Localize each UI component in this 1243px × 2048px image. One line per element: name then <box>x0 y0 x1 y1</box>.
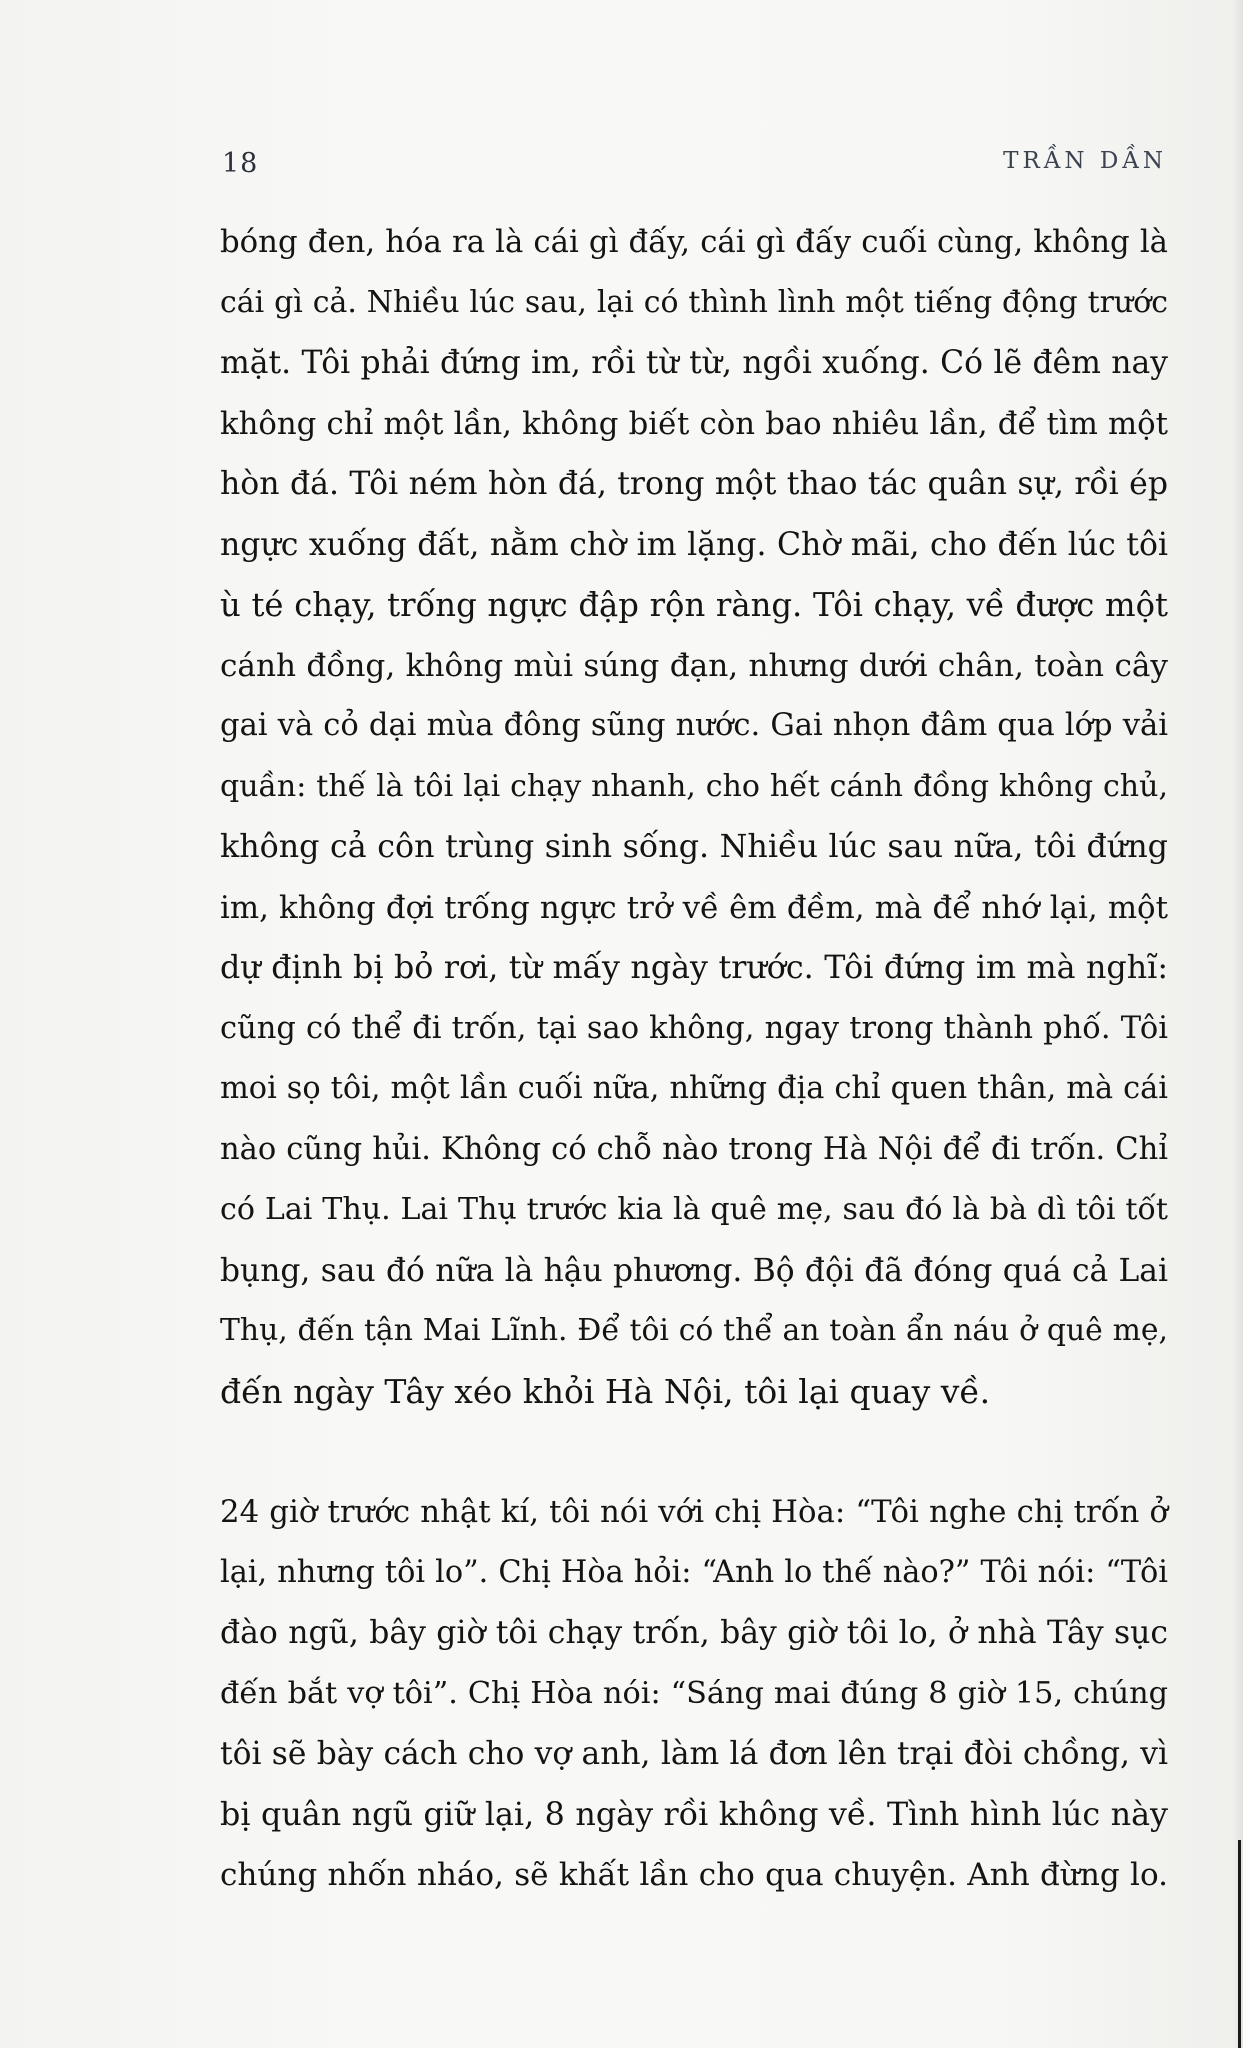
text-line: bụng, sau đó nữa là hậu phương. Bộ đội đã đóng quá cả Lai <box>220 1252 1168 1289</box>
page-number: 18 <box>222 148 259 179</box>
paragraph-gap <box>220 1422 1168 1482</box>
text-line: không chỉ một lần, không biết còn bao nhiêu lần, để tìm một <box>220 405 1168 442</box>
text-line: đến bắt vợ tôi”. Chị Hòa nói: “Sáng mai đúng 8 giờ 15, chúng <box>220 1675 1168 1711</box>
text-line: bị quân ngũ giữ lại, 8 ngày rồi không về. Tình hình lúc này <box>220 1796 1168 1833</box>
text-line: ù té chạy, trống ngực đập rộn ràng. Tôi chạy, về được một <box>220 586 1168 624</box>
text-line: cái gì cả. Nhiều lúc sau, lại có thình lình một tiếng động trước <box>220 284 1168 320</box>
text-line: bóng đen, hóa ra là cái gì đấy, cái gì đấy cuối cùng, không là <box>220 224 1168 260</box>
text-line: cánh đồng, không mùi súng đạn, nhưng dưới chân, toàn cây <box>220 647 1168 684</box>
text-line: chúng nhốn nháo, sẽ khất lần cho qua chuyện. Anh đừng lo. <box>220 1857 1168 1893</box>
text-line: moi sọ tôi, một lần cuối nữa, những địa chỉ quen thân, mà cái <box>220 1071 1168 1106</box>
text-line: Thụ, đến tận Mai Lĩnh. Để tôi có thể an toàn ẩn náu ở quê mẹ, <box>220 1313 1168 1348</box>
text-line: 24 giờ trước nhật kí, tôi nói với chị Hòa: “Tôi nghe chị trốn ở <box>220 1494 1168 1530</box>
text-line: nào cũng hủi. Không có chỗ nào trong Hà Nội để đi trốn. Chỉ <box>220 1131 1168 1167</box>
paragraph-2 <box>220 1482 1168 1906</box>
text-line: đào ngũ, bây giờ tôi chạy trốn, bây giờ tôi lo, ở nhà Tây sục <box>220 1615 1168 1651</box>
text-line: dự định bị bỏ rơi, từ mấy ngày trước. Tôi đứng im mà nghĩ: <box>220 950 1168 986</box>
text-line: có Lai Thụ. Lai Thụ trước kia là quê mẹ, sau đó là bà dì tôi tốt <box>220 1192 1168 1227</box>
page-edge-shadow <box>1233 0 1243 2048</box>
text-line: ngực xuống đất, nằm chờ im lặng. Chờ mãi, cho đến lúc tôi <box>220 526 1168 563</box>
text-line: hòn đá. Tôi ném hòn đá, trong một thao tác quân sự, rồi ép <box>220 466 1168 502</box>
page-edge-mark <box>1238 1840 1241 2048</box>
text-line: quần: thế là tôi lại chạy nhanh, cho hết cánh đồng không chủ, <box>220 768 1168 804</box>
text-line: gai và cỏ dại mùa đông sũng nước. Gai nhọn đâm qua lớp vải <box>220 708 1168 743</box>
text-line: im, không đợi trống ngực trở về êm đềm, mà để nhớ lại, một <box>220 889 1168 926</box>
page-header <box>222 148 1167 188</box>
paragraph-1 <box>220 212 1168 1422</box>
text-line: tôi sẽ bày cách cho vợ anh, làm lá đơn lên trại đòi chồng, vì <box>220 1736 1168 1772</box>
text-line: không cả côn trùng sinh sống. Nhiều lúc sau nữa, tôi đứng <box>220 829 1168 865</box>
text-line: cũng có thể đi trốn, tại sao không, ngay trong thành phố. Tôi <box>220 1010 1168 1046</box>
running-head-author: TRẦN DẦN <box>1003 148 1167 174</box>
body-text <box>220 212 1168 1906</box>
text-line: đến ngày Tây xéo khỏi Hà Nội, tôi lại quay về. <box>220 1371 991 1411</box>
text-line: mặt. Tôi phải đứng im, rồi từ từ, ngồi xuống. Có lẽ đêm nay <box>220 345 1168 381</box>
text-line: lại, nhưng tôi lo”. Chị Hòa hỏi: “Anh lo thế nào?” Tôi nói: “Tôi <box>220 1554 1168 1590</box>
